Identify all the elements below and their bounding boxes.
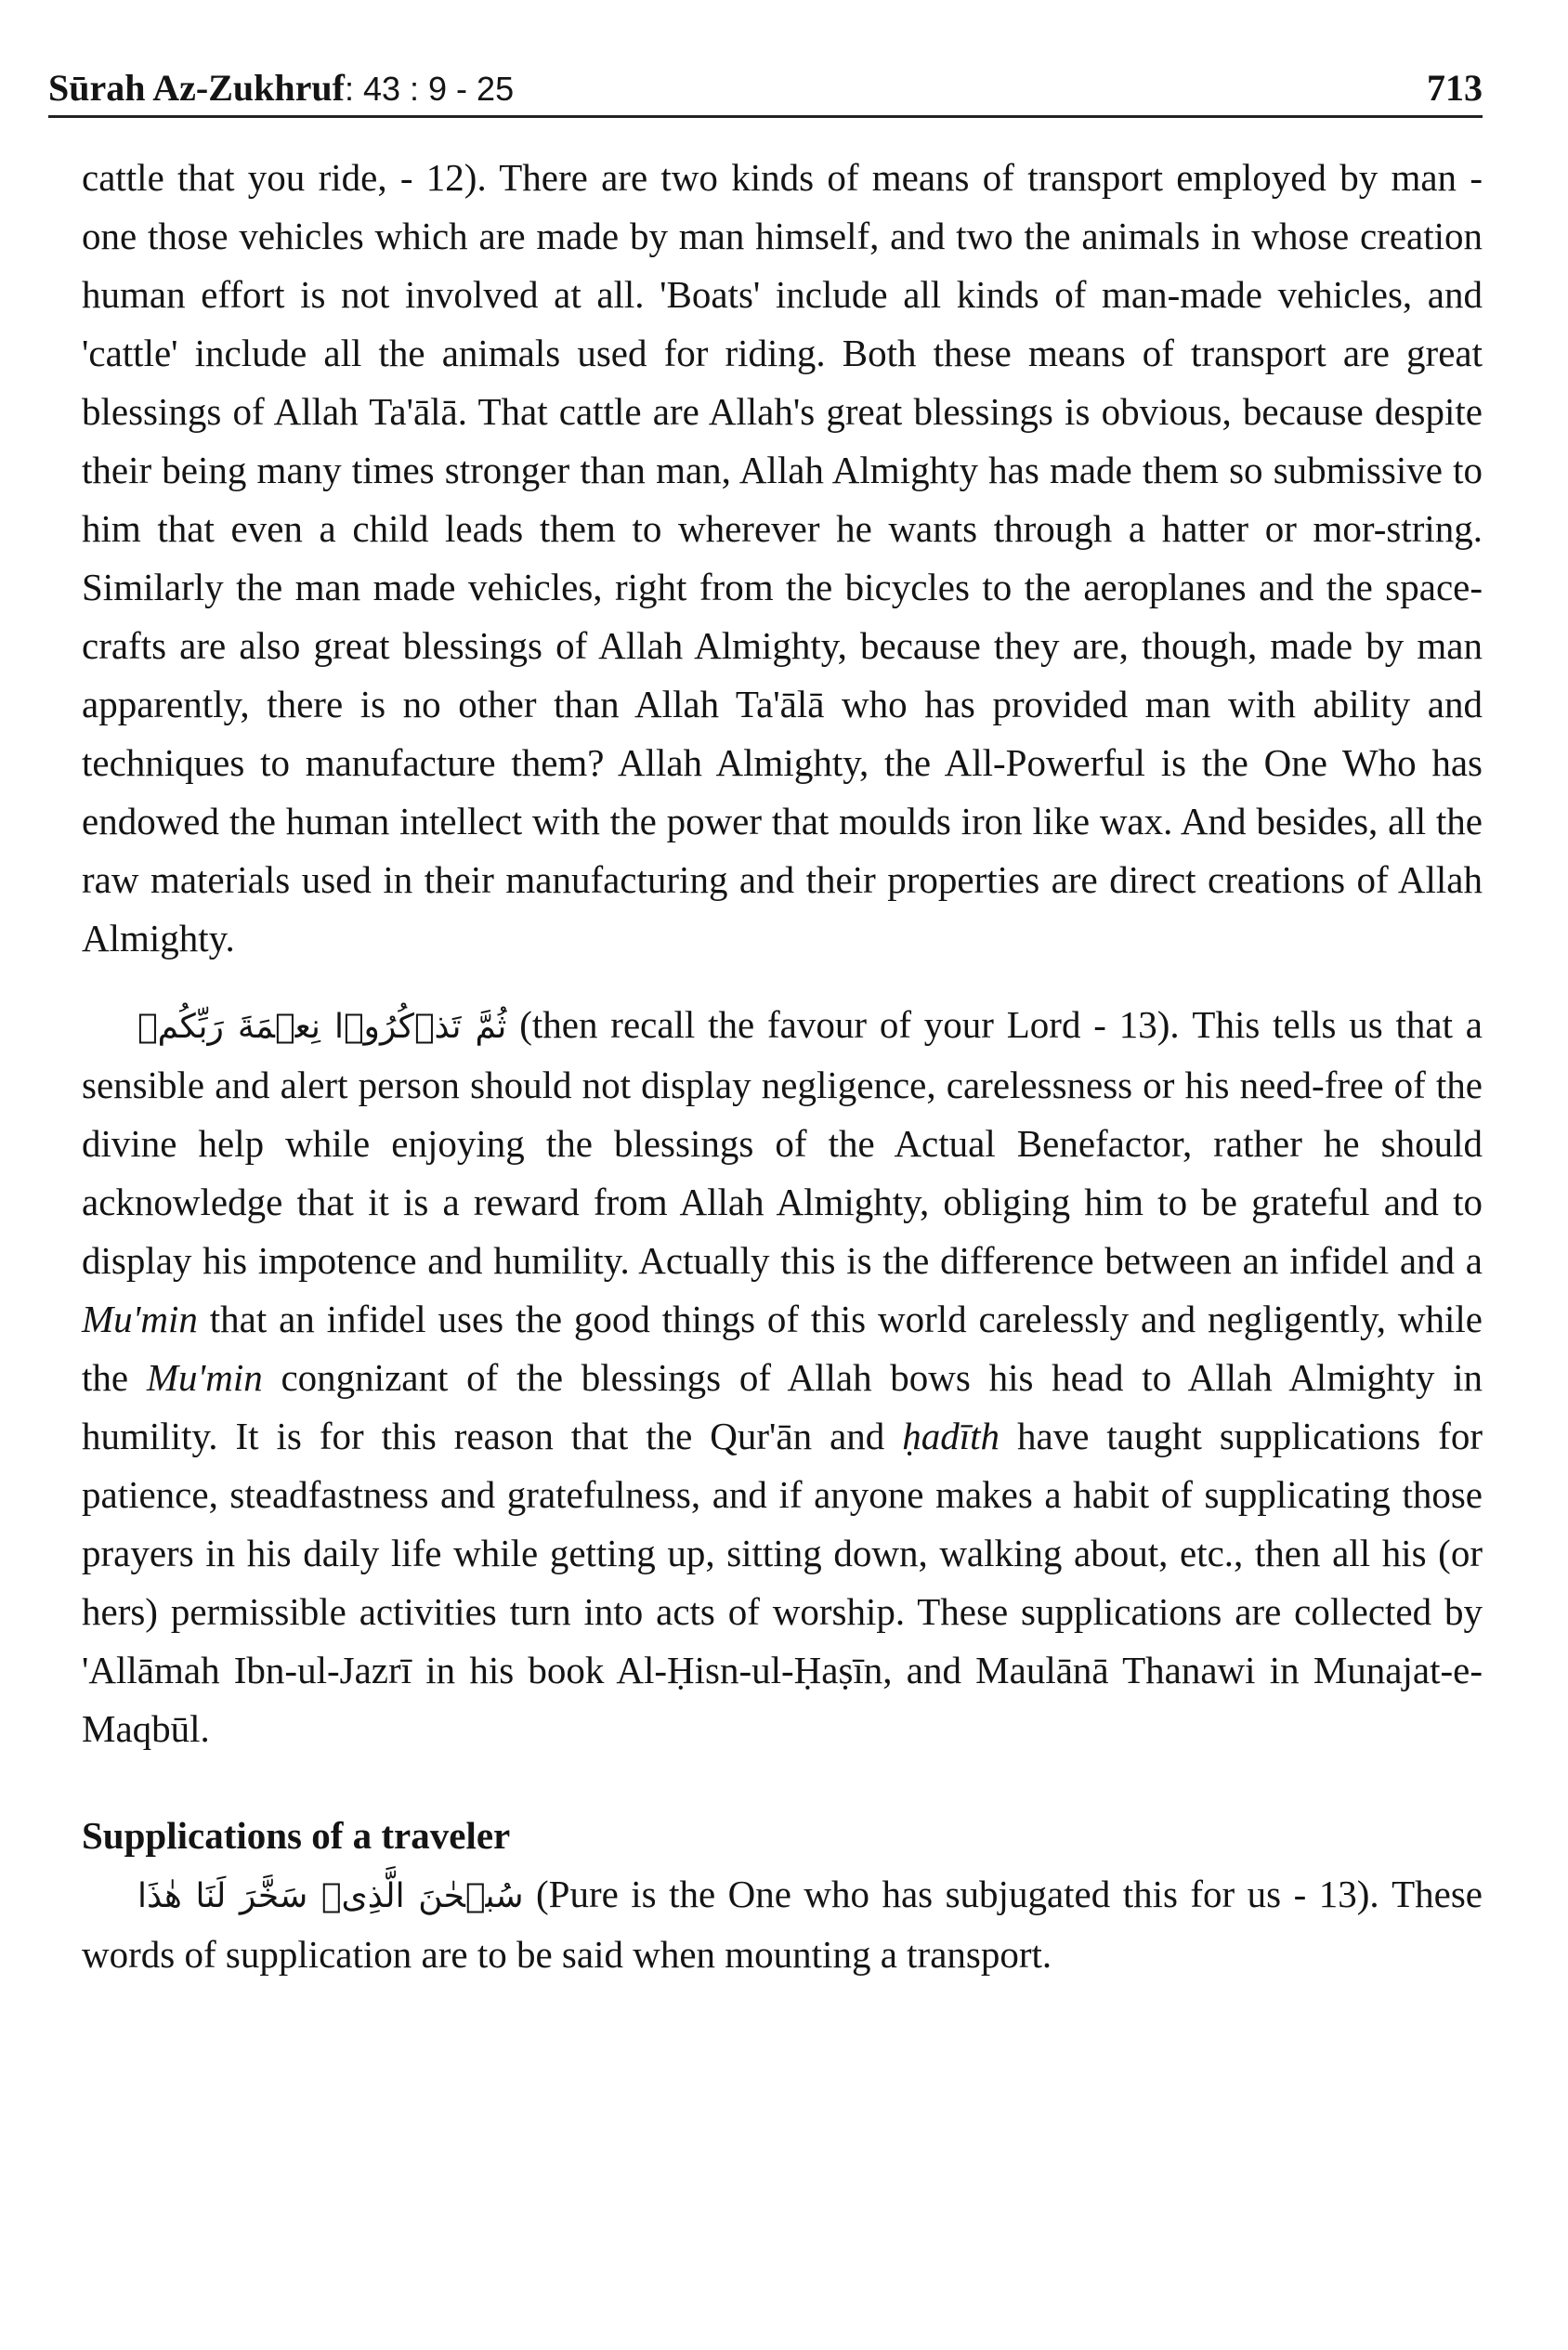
paragraph-recall-favour: [82, 996, 1483, 1758]
text-part-1: (then recall the favour of your Lord - 13). This tells us that a sensible and alert person should not display negligence, carelessness or his need-free of the divine help while enjoying the blessings of the Actual Benefactor, rather he should acknowledge that it is a reward from Allah Almighty, obliging him to be grateful and to display his impotence and humility. Actually this is the difference between an infidel and a: [82, 1003, 1483, 1282]
section-gap: [82, 1758, 1483, 1807]
section-heading: Supplications of a traveler: [82, 1814, 511, 1857]
paragraph-supplication: [82, 1865, 1483, 1984]
term-hadith: ḥadīth: [902, 1415, 1000, 1457]
running-title: [48, 66, 514, 110]
term-mumin-2: Mu'min: [146, 1356, 263, 1399]
supplication-text: (Pure is the One who has subjugated this for us - 13). These words of supplication are to be said when mounting a transport.: [82, 1873, 1483, 1976]
verse-reference: : 43 : 9 - 25: [344, 70, 515, 108]
page-header: [48, 54, 1483, 110]
text-part-2: that an infidel uses the good things of this world carelessly and negligently, while the: [82, 1298, 1483, 1399]
header-rule: [48, 115, 1483, 118]
paragraph-transport: cattle that you ride, - 12). There are two kinds of means of transport employed by man - one those vehicles which are made by man himself, and two the animals in whose creation human effort is not involved at all. 'Boats' include all kinds of man-made vehicles, and 'cattle' include all the animals used for riding. Both these means of transport are great blessings of Allah Ta'ālā. That cattle are Allah's great blessings is obvious, because despite their being many times stronger than man, Allah Almighty has made them so submissive to him that even a child leads them to wherever he wants through a hatter or mor-string. Similarly the man made vehicles, right from the bicycles to the aeroplanes and the space-crafts are also great blessings of Allah Almighty, because they are, though, made by man apparently, there is no other than Allah Ta'ālā who has provided man with ability and techniques to manufacture them? Allah Almighty, the All-Powerful is the One Who has endowed the human intellect with the power that moulds iron like wax. And besides, all the raw materials used in their manufacturing and their properties are direct creations of Allah Almighty.: [82, 156, 1483, 960]
term-mumin-1: Mu'min: [82, 1298, 198, 1340]
paragraph-gap: [82, 968, 1483, 996]
text-part-3: congnizant of the blessings of Allah bows his head to Allah Almighty in humility. It is for this reason that the Qur'ān and: [82, 1356, 1483, 1457]
surah-name: Sūrah Az-Zukhruf: [48, 67, 345, 109]
arabic-verse-13b: سُبۡحٰنَ الَّذِیۡ سَخَّرَ لَنَا هٰذَا: [137, 1877, 524, 1915]
page-number: 713: [1427, 67, 1483, 109]
page-body: [82, 149, 1483, 1984]
arabic-verse-13a: ثُمَّ تَذۡكُرُوۡا نِعۡمَةَ رَبِّكُمۡ: [137, 1008, 507, 1046]
text-part-4: have taught supplications for patience, steadfastness and gratefulness, and if anyone makes a habit of supplicating those prayers in his daily life while getting up, sitting down, walking about, etc., then all his (or hers) permissible activities turn into acts of worship. These supplications are collected by 'Allāmah Ibn-ul-Jazrī in his book Al-Ḥisn-ul-Ḥaṣīn, and Maulānā Thanawi in Munajat-e-Maqbūl.: [82, 1415, 1483, 1750]
